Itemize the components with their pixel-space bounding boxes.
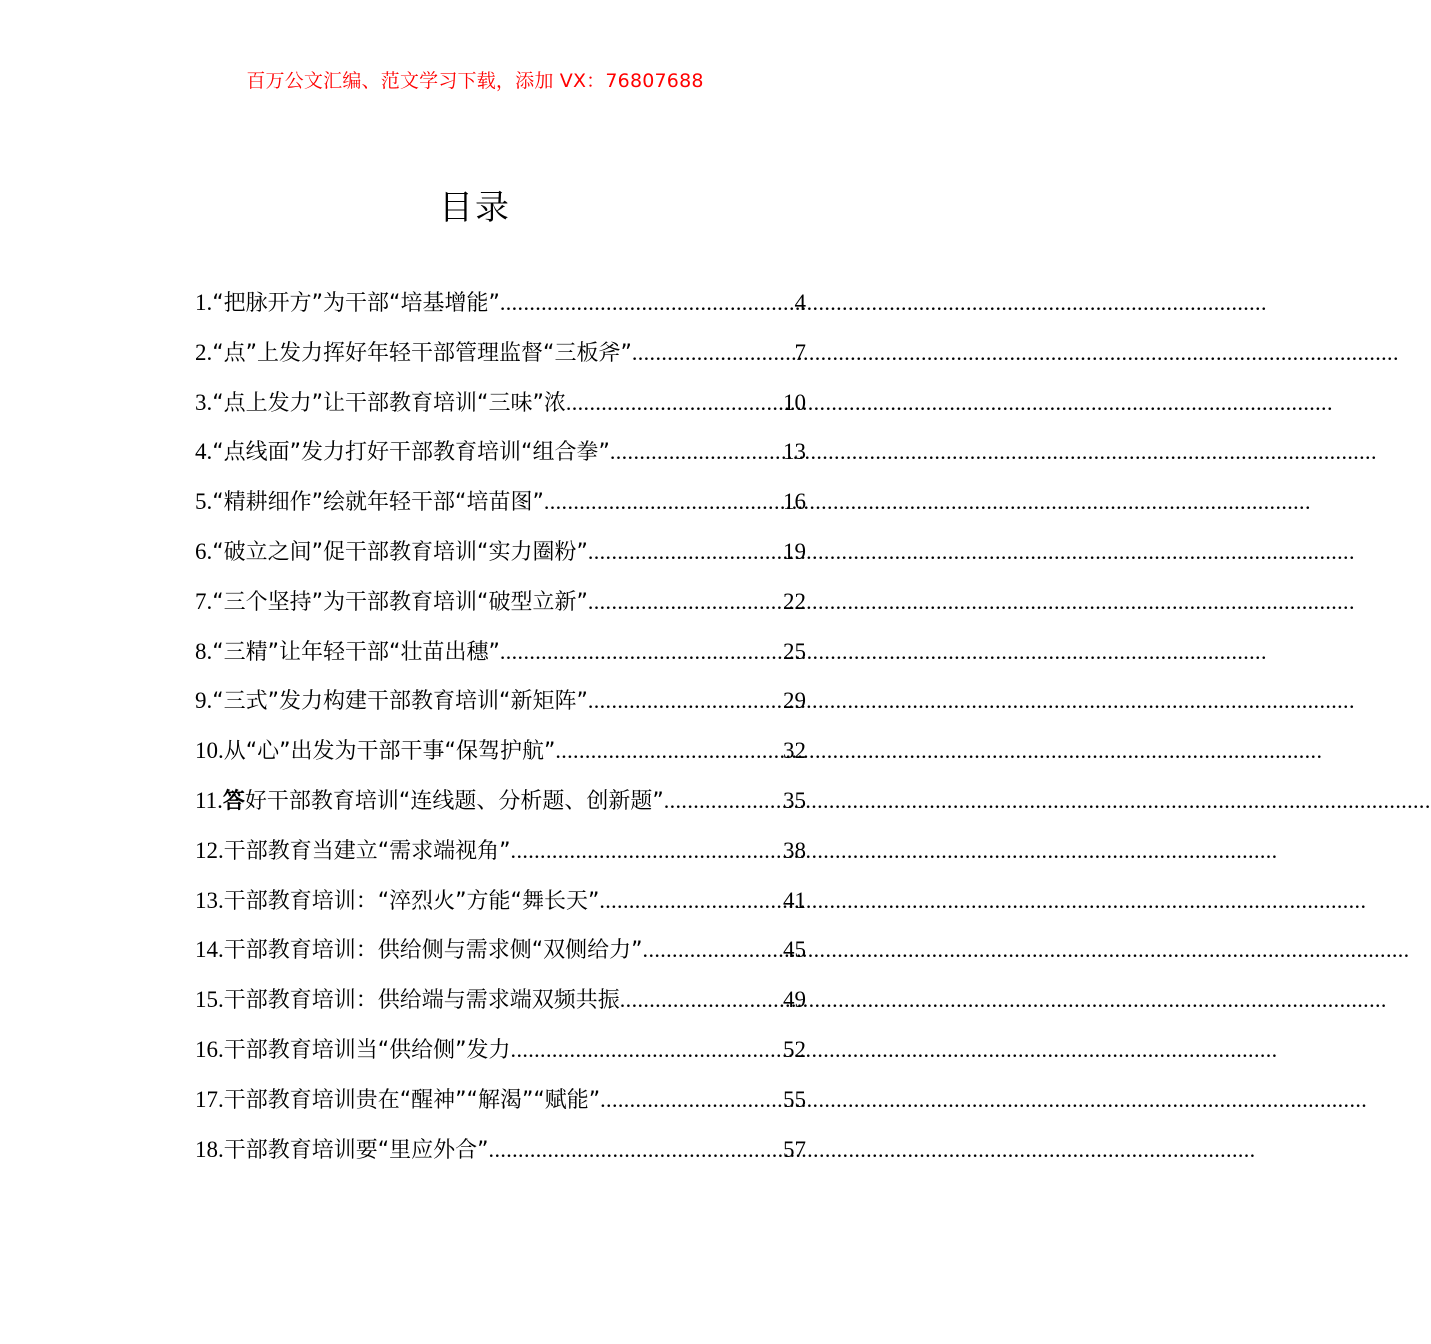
toc-entry[interactable] (195, 1130, 806, 1180)
toc-entry-number: 5. (195, 489, 213, 515)
toc-dot-leader (643, 930, 783, 970)
toc-entry-title: “点”上发力挥好年轻干部管理监督“三板斧” (212, 340, 632, 366)
toc-entry-page: 32 (783, 738, 806, 764)
header-note: 百万公文汇编、范文学习下载，添加 VX：76807688 (246, 70, 704, 92)
toc-entry-title: 好干部教育培训“连线题、分析题、创新题” (244, 788, 664, 814)
toc-entry-title: 干部教育培训：“淬烈火”方能“舞长天” (223, 888, 600, 914)
toc-entry-title: 干部教育培训要“里应外合” (223, 1137, 489, 1163)
toc-entry-page: 52 (783, 1036, 806, 1062)
toc-entry[interactable] (195, 283, 806, 333)
toc-dot-leader (489, 1130, 783, 1170)
toc-entry-title: “三精”让年轻干部“壮苗出穗” (212, 639, 500, 665)
toc-entry-number: 2. (195, 339, 213, 365)
toc-entry[interactable] (195, 781, 806, 831)
toc-entry-number: 11. (195, 787, 223, 813)
toc-dot-leader (664, 781, 783, 821)
toc-dot-leader (632, 333, 795, 373)
toc-entry-page: 38 (783, 837, 806, 863)
toc-dot-leader (588, 582, 783, 622)
toc-entry[interactable] (195, 333, 806, 383)
toc-dot-leader (511, 1030, 783, 1070)
toc-entry-title: “精耕细作”绘就年轻干部“培苗图” (212, 490, 544, 516)
toc-dot-leader (588, 532, 783, 572)
toc-dot-leader (610, 432, 783, 472)
toc-entry-title: 干部教育培训：供给端与需求端双频共振 (223, 988, 620, 1014)
toc-entry-title: 干部教育培训当“供给侧”发力 (223, 1037, 511, 1063)
toc-entry-page: 45 (783, 937, 806, 963)
toc-entry-number: 15. (195, 987, 224, 1013)
toc-entry-number: 10. (195, 738, 224, 764)
toc-entry[interactable] (195, 831, 806, 881)
toc-entry[interactable] (195, 731, 806, 781)
toc-entry[interactable] (195, 681, 806, 731)
toc-dot-leader (599, 881, 783, 921)
toc-entry[interactable] (195, 1080, 806, 1130)
toc-entry-page: 57 (783, 1136, 806, 1162)
toc-entry-number: 3. (195, 389, 213, 415)
toc-entry-title: 干部教育培训：供给侧与需求侧“双侧给力” (223, 938, 643, 964)
toc-entry-page: 16 (783, 489, 806, 515)
toc-entry-page: 7 (794, 339, 806, 365)
toc-entry-number: 7. (195, 588, 213, 614)
toc-entry-number: 13. (195, 887, 224, 913)
toc-entry-number: 14. (195, 937, 224, 963)
toc-dot-leader (511, 831, 783, 871)
toc-entry-page: 41 (783, 887, 806, 913)
toc-dot-leader (555, 731, 783, 771)
toc-entry[interactable] (195, 881, 806, 931)
toc-entry-title: “三个坚持”为干部教育培训“破型立新” (212, 589, 588, 615)
toc-entry[interactable] (195, 1030, 806, 1080)
toc-entry-title: “点上发力”让干部教育培训“三味”浓 (212, 390, 566, 416)
toc-entry-number: 6. (195, 538, 213, 564)
toc-entry-page: 25 (783, 638, 806, 664)
toc-entry-page: 29 (783, 688, 806, 714)
toc-entry-page: 4 (794, 290, 806, 315)
toc-entry[interactable] (195, 432, 806, 482)
toc-entry-number: 18. (195, 1136, 224, 1162)
toc-entry-page: 13 (783, 439, 806, 465)
toc-entry-page: 49 (783, 987, 806, 1013)
toc-entry-number: 9. (195, 688, 213, 714)
page-title: 目录 (439, 188, 511, 228)
toc-dot-leader (588, 681, 783, 721)
toc-entry-title: “破立之间”促干部教育培训“实力圈粉” (212, 539, 588, 565)
toc-entry-number: 1. (195, 290, 213, 315)
toc-entry-number: 8. (195, 638, 213, 664)
toc-entry-number: 12. (195, 837, 224, 863)
toc-entry-page: 19 (783, 538, 806, 564)
toc-dot-leader (500, 283, 795, 323)
toc-entry-title: 从“心”出发为干部干事“保驾护航” (223, 739, 556, 765)
toc-entry-page: 22 (783, 588, 806, 614)
toc-entry-number: 17. (195, 1086, 224, 1112)
toc-entry-page: 10 (783, 389, 806, 415)
table-of-contents (195, 283, 806, 1179)
toc-entry-title: 干部教育当建立“需求端视角” (223, 838, 511, 864)
toc-entry[interactable] (195, 632, 806, 682)
toc-entry[interactable] (195, 930, 806, 980)
toc-entry-page: 35 (783, 787, 806, 813)
toc-dot-leader (544, 482, 783, 522)
toc-entry-title: 干部教育培训贵在“醒神”“解渴”“赋能” (223, 1087, 601, 1113)
toc-entry-number: 4. (195, 439, 213, 465)
toc-dot-leader (600, 1080, 783, 1120)
toc-entry-title: “把脉开方”为干部“培基增能” (212, 291, 500, 316)
toc-entry[interactable] (195, 980, 806, 1030)
toc-entry-title: “三式”发力构建干部教育培训“新矩阵” (212, 689, 588, 715)
toc-entry-page: 55 (783, 1086, 806, 1112)
toc-entry[interactable] (195, 383, 806, 433)
toc-entry-title-lead: 答 (222, 788, 245, 814)
toc-entry[interactable] (195, 532, 806, 582)
toc-entry[interactable] (195, 482, 806, 532)
toc-entry-number: 16. (195, 1036, 224, 1062)
toc-dot-leader (620, 980, 783, 1020)
toc-entry-title: “点线面”发力打好干部教育培训“组合拳” (212, 440, 610, 466)
toc-dot-leader (500, 632, 783, 672)
toc-entry[interactable] (195, 582, 806, 632)
toc-dot-leader (566, 383, 783, 423)
